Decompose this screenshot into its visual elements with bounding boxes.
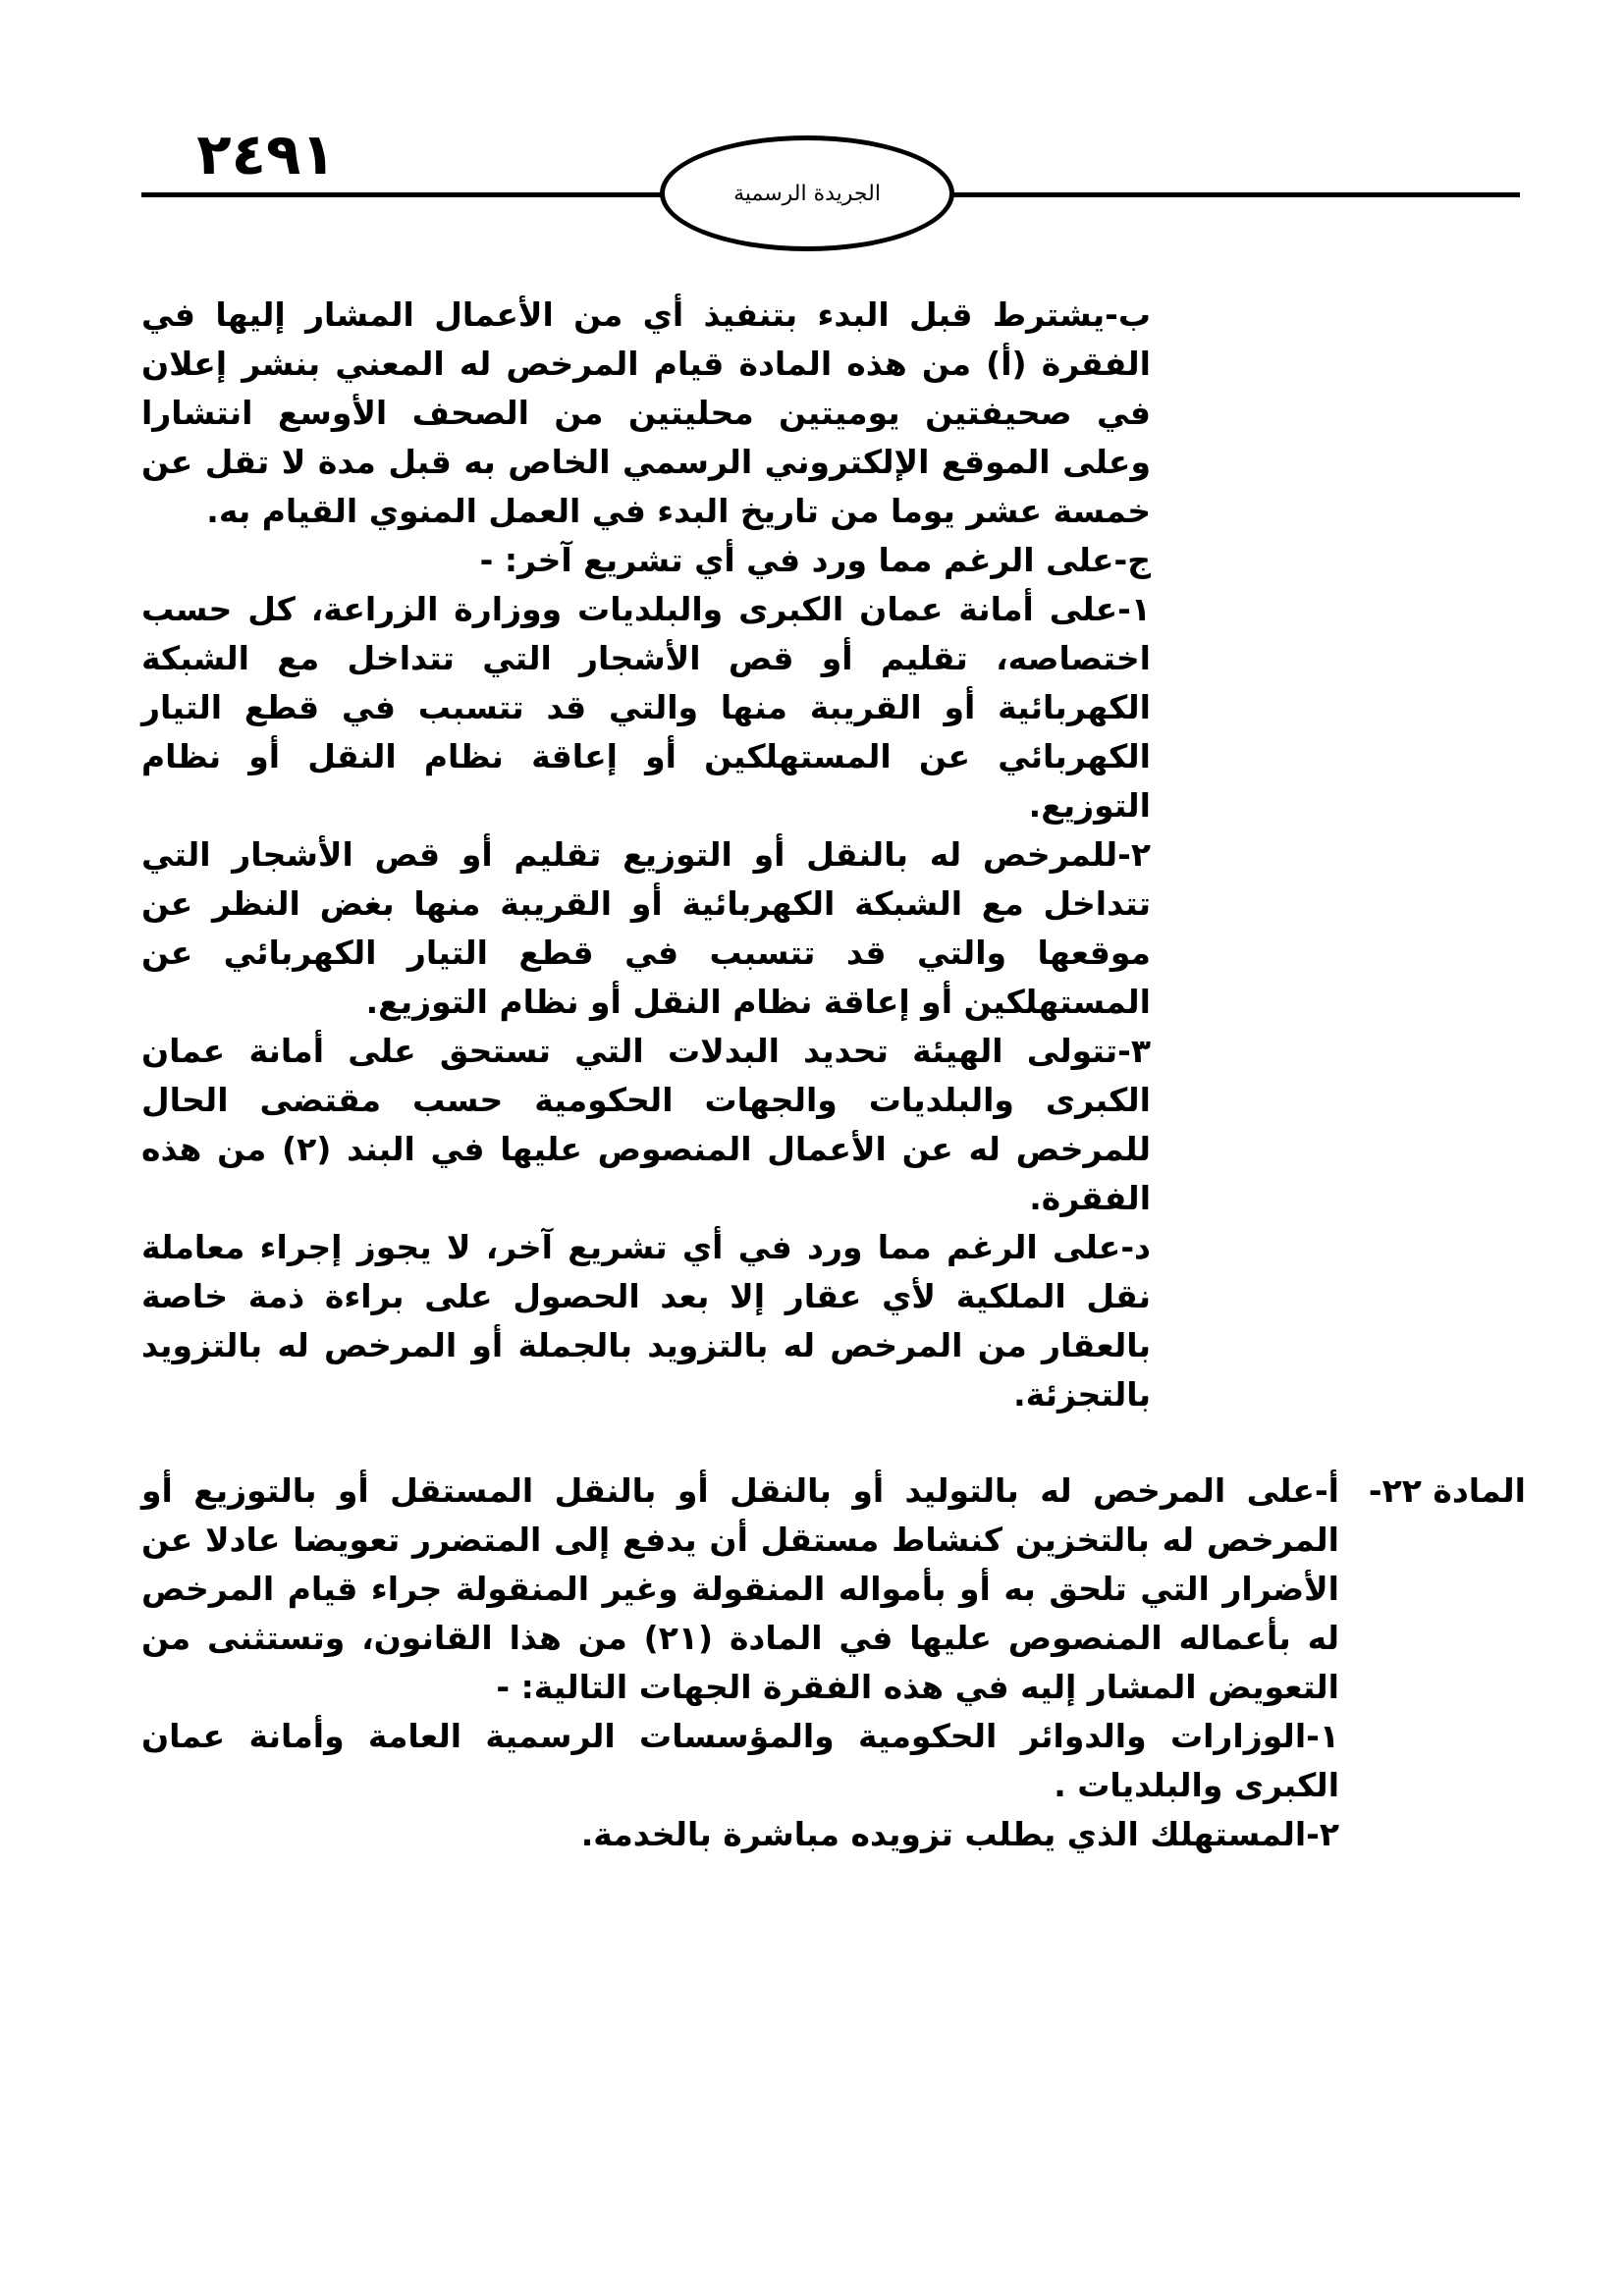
section-j-item-2-text: للمرخص له بالنقل أو التوزيع تقليم أو قص الأشجار التي تتداخل مع الشبكة الكهربائية أو القريبة منها بغض النظر عن موقعها والتي قد تتسبب في قطع التيار الكهربائي عن المستهلكين أو إعاقة نظام النقل أو نظام التوزيع. — [141, 835, 1151, 1021]
section-j-item-3 — [141, 1027, 1151, 1223]
section-j-item-3-text: تتولى الهيئة تحديد البدلات التي تستحق على أمانة عمان الكبرى والبلديات والجهات الحكومية حسب مقتضى الحال للمرخص له عن الأعمال المنصوص عليها في البند (٢) من هذه الفقرة. — [141, 1032, 1151, 1217]
article-22 — [141, 1467, 1526, 1859]
section-j-item-2 — [141, 830, 1151, 1027]
section-j-item-1-marker: ١- — [1117, 590, 1151, 628]
article-22-para-a-text: على المرخص له بالتوليد أو بالنقل أو بالنقل المستقل أو بالتوزيع أو المرخص له بالتخزين كنشاط مستقل أن يدفع إلى المتضرر تعويضا عادلا عن الأضرار التي تلحق به أو بأمواله المنقولة وغير المنقولة جراء قيام المرخص له بأعماله المنصوص عليها في المادة (٢١) من هذا القانون، وتستثنى من التعويض المشار إليه في هذه الفقرة الجهات التالية: - — [141, 1471, 1339, 1706]
article-22-item-2 — [141, 1810, 1339, 1859]
section-j-text: على الرغم مما ورد في أي تشريع آخر: - — [479, 541, 1114, 579]
article-22-item-1-marker: ١- — [1306, 1717, 1339, 1755]
section-j — [141, 536, 1151, 585]
section-d-marker: د- — [1120, 1228, 1151, 1266]
section-j-item-1 — [141, 585, 1151, 830]
article-22-label: المادة ٢٢- — [1368, 1471, 1526, 1510]
article-22-item-2-marker: ٢- — [1306, 1815, 1339, 1853]
article-22-para-a-marker: أ- — [1314, 1471, 1339, 1510]
section-j-item-3-marker: ٣- — [1117, 1032, 1151, 1070]
section-b — [141, 291, 1151, 536]
article-22-item-1 — [141, 1712, 1339, 1810]
article-22-head — [141, 1467, 1526, 1712]
page-number: ٢٤٩١ — [196, 121, 336, 187]
section-j-marker: ج- — [1113, 541, 1151, 579]
section-d-text: على الرغم مما ورد في أي تشريع آخر، لا يجوز إجراء معاملة نقل الملكية لأي عقار إلا بعد الحصول على براءة ذمة خاصة بالعقار من المرخص له بالتزويد بالجملة أو المرخص له بالتزويد بالتجزئة. — [141, 1228, 1151, 1414]
article-22-item-1-text: الوزارات والدوائر الحكومية والمؤسسات الرسمية العامة وأمانة عمان الكبرى والبلديات . — [141, 1717, 1339, 1804]
header-rule-right — [943, 192, 1520, 197]
article-22-para-a — [141, 1467, 1339, 1712]
section-j-item-1-text: على أمانة عمان الكبرى والبلديات ووزارة الزراعة، كل حسب اختصاصه، تقليم أو قص الأشجار التي تتداخل مع الشبكة الكهربائية أو القريبة منها والتي قد تتسبب في قطع التيار الكهربائي عن المستهلكين أو إعاقة نظام النقل أو نظام التوزيع. — [141, 590, 1151, 825]
publication-title: الجريدة الرسمية — [733, 181, 881, 206]
document-body — [141, 291, 1526, 1859]
section-j-item-2-marker: ٢- — [1117, 835, 1151, 874]
header-rule-left — [141, 192, 672, 197]
section-d — [141, 1223, 1151, 1419]
section-b-text: يشترط قبل البدء بتنفيذ أي من الأعمال المشار إليها في الفقرة (أ) من هذه المادة قيام المرخص له المعني بنشر إعلان في صحيفتين يوميتين محليتين من الصحف الأوسع انتشارا وعلى الموقع الإلكتروني الرسمي الخاص به قبل مدة لا تقل عن خمسة عشر يوما من تاريخ البدء في العمل المنوي القيام به. — [141, 295, 1151, 530]
section-b-marker: ب- — [1105, 295, 1151, 334]
section-j-heading — [141, 536, 1151, 585]
article-22-item-2-text: المستهلك الذي يطلب تزويده مباشرة بالخدمة. — [580, 1815, 1307, 1853]
publication-oval — [660, 135, 954, 251]
